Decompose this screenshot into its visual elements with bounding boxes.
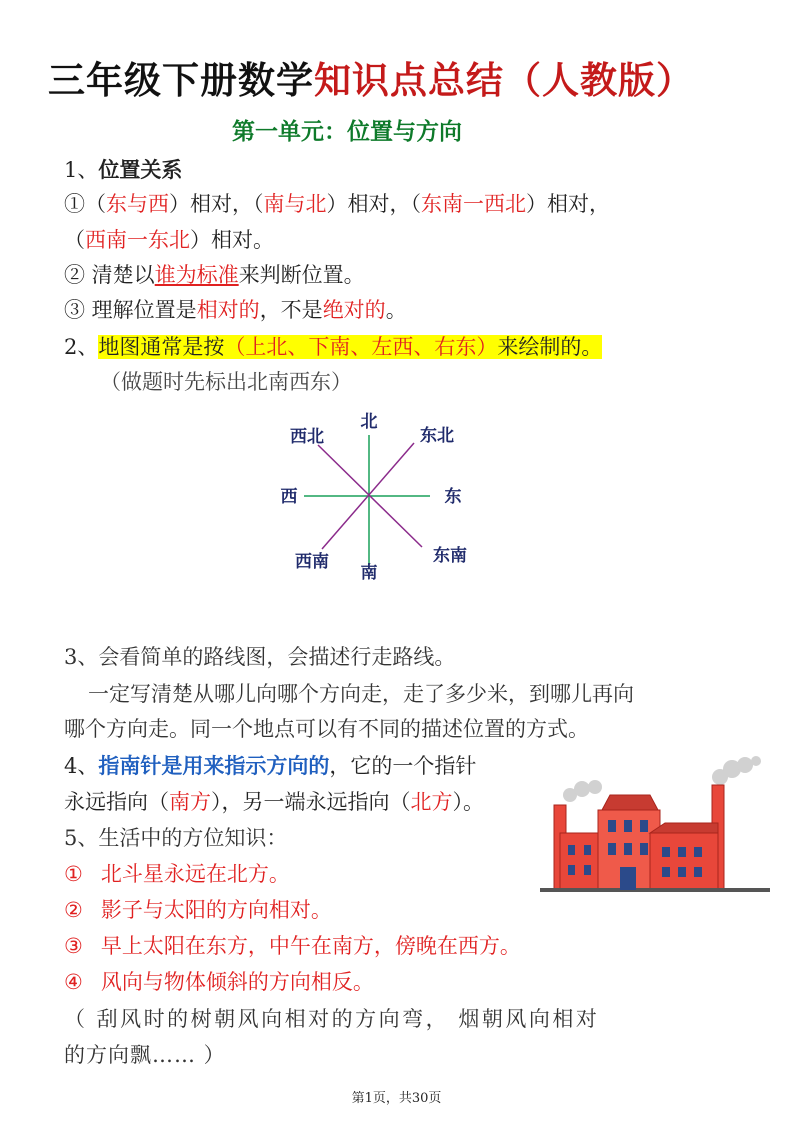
text: 地图通常是按 — [98, 335, 225, 359]
point-mark: ③ — [64, 298, 85, 322]
text: （ — [64, 228, 85, 252]
section2-note: （做题时先标出北南西东） — [100, 370, 352, 394]
text: 来绘制的。 — [497, 335, 603, 359]
key-south: 南方 — [169, 790, 211, 814]
text: ）相对，（ — [169, 192, 264, 216]
s5-item1 — [64, 860, 290, 888]
section2-highlight — [98, 335, 602, 359]
factory-illustration — [540, 755, 770, 900]
section4-line1 — [64, 752, 476, 780]
text: ）。 — [452, 790, 484, 814]
text: ，不是 — [259, 298, 323, 322]
text: 来判断位置。 — [238, 263, 365, 287]
key-reference: 谁为标准 — [154, 263, 239, 287]
section3-para2: 哪个方向走。同一个地点可以有不同的描述位置的方式。 — [64, 717, 589, 741]
key-compass-use: 指南针是用来指示方向的 — [98, 754, 330, 778]
key-relative: 相对的 — [196, 298, 260, 322]
label-south: 南 — [360, 563, 378, 583]
key-se-nw: 东南一西北 — [421, 192, 526, 216]
point-mark: ① — [64, 862, 83, 886]
key-north: 北方 — [410, 790, 453, 814]
text: 清楚以 — [85, 263, 155, 287]
label-southwest: 西南 — [295, 552, 329, 572]
s1-point1-cont — [64, 226, 274, 254]
compass-diagram — [270, 405, 485, 600]
key-sw-ne: 西南一东北 — [85, 228, 190, 252]
section2-line — [64, 333, 602, 361]
item-text: 风向与物体倾斜的方向相反。 — [100, 970, 374, 994]
title-part2: 知识点总结（人教版） — [314, 59, 694, 102]
point-mark: ③ — [64, 934, 83, 958]
section5-note1: （ 刮风时的树朝风向相对的方向弯， 烟朝风向相对 — [64, 1007, 600, 1031]
section1-number: 1、 — [64, 158, 99, 182]
label-northeast: 东北 — [420, 426, 454, 446]
label-east: 东 — [444, 487, 462, 507]
point-mark: ① — [64, 192, 85, 216]
text: 。 — [385, 298, 407, 322]
text: ）相对。 — [190, 228, 274, 252]
item-text: 北斗星永远在北方。 — [100, 862, 290, 886]
text: ），另一端永远指向（ — [211, 790, 411, 814]
smoke-icon — [563, 756, 761, 802]
key-absolute: 绝对的 — [322, 298, 386, 322]
label-west: 西 — [280, 487, 298, 507]
text: ）相对， — [526, 192, 610, 216]
label-southeast: 东南 — [433, 546, 467, 566]
text: （ — [85, 192, 106, 216]
label-north: 北 — [360, 412, 378, 432]
section1-heading — [64, 156, 182, 184]
unit-heading: 第一单元：位置与方向 — [232, 119, 462, 145]
section2-number: 2、 — [64, 335, 99, 359]
key-map-rule: （上北、下南、左西、右东） — [224, 335, 498, 359]
s1-point2 — [64, 261, 365, 289]
key-east-west: 东与西 — [106, 192, 169, 216]
point-mark: ② — [64, 898, 83, 922]
s5-item4 — [64, 968, 374, 996]
section4-line2 — [64, 788, 484, 816]
section3-para1: 一定写清楚从哪儿向哪个方向走，走了多少米，到哪儿再向 — [88, 682, 634, 706]
item-text: 早上太阳在东方，中午在南方，傍晚在西方。 — [100, 934, 521, 958]
point-mark: ② — [64, 263, 85, 287]
point-mark: ④ — [64, 970, 83, 994]
s1-point3 — [64, 296, 407, 324]
item-text: 影子与太阳的方向相对。 — [100, 898, 332, 922]
label-northwest: 西北 — [290, 427, 324, 447]
section5-note2: 的方向飘…… ） — [64, 1043, 226, 1067]
page-footer: 第1页，共30页 — [351, 1091, 442, 1106]
title-part1: 三年级下册数学 — [48, 59, 314, 102]
section1-title: 位置关系 — [98, 158, 183, 182]
text: ）相对，（ — [326, 192, 421, 216]
s5-item2 — [64, 896, 332, 924]
text: 理解位置是 — [85, 298, 197, 322]
section5-heading: 5、生活中的方位知识： — [64, 826, 288, 850]
section4-number: 4、 — [64, 754, 99, 778]
text: ，它的一个指针 — [329, 754, 477, 778]
text: 永远指向（ — [64, 790, 169, 814]
key-south-north: 南与北 — [263, 192, 327, 216]
s1-point1 — [64, 190, 610, 218]
s5-item3 — [64, 932, 521, 960]
section3-line: 3、会看简单的路线图，会描述行走路线。 — [64, 645, 456, 669]
page-title — [48, 50, 694, 104]
